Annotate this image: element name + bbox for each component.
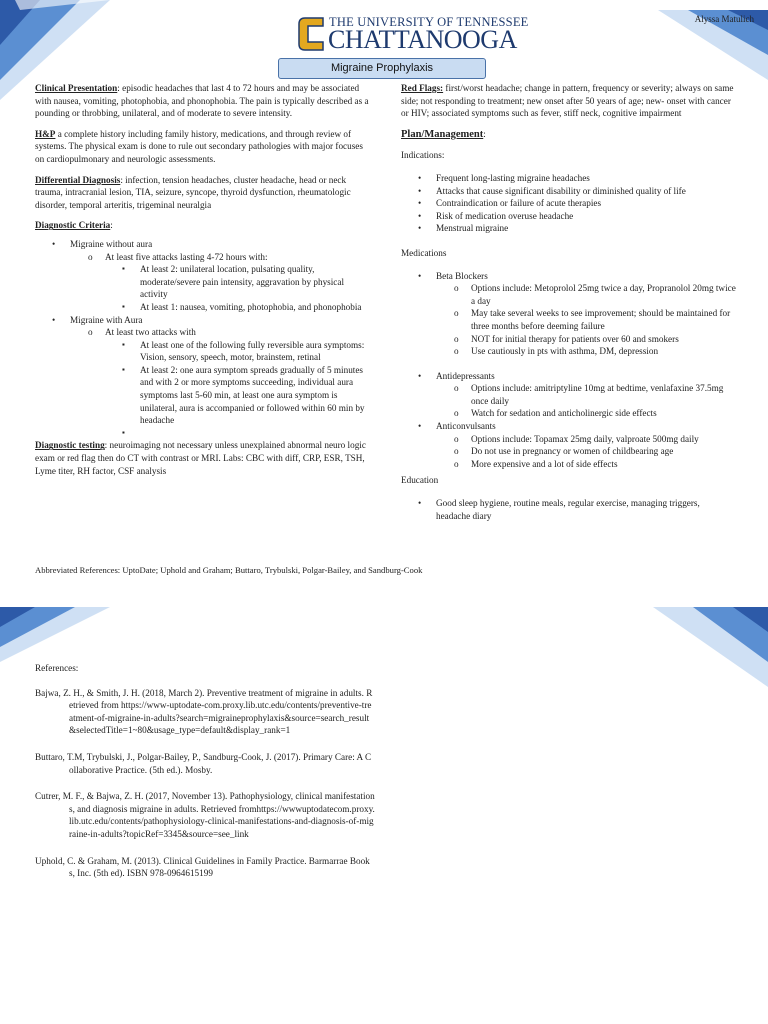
c-logo-icon <box>297 14 325 54</box>
criteria-colon: : <box>110 220 113 231</box>
ddx-text: : infection, tension headaches, cluster headache, head or neck trauma, intracranial lesion, TIA, seizure, syncope, thyroid dysfunction, rheumatologic disorder, temporal arteritis, trigeminal neuralgia <box>35 174 351 210</box>
clinical-presentation <box>35 82 370 120</box>
with-aura-label: Migraine with Aura <box>70 314 143 325</box>
list-item: o Do not use in pregnancy or women of childbearing age <box>401 445 736 458</box>
medications-label: Medications <box>401 247 447 258</box>
author-name: Alyssa Matulich <box>694 14 754 24</box>
hp-label: H&P <box>35 128 56 139</box>
diagnostic-testing <box>35 439 370 477</box>
clinical-presentation-text: : episodic headaches that last 4 to 72 hours and may be associated with nausea, vomiting, photophobia, and phonophobia. The pain is typically described as a pounding or throbbing, unilateral, and of moderate to severe intensity. <box>35 83 369 119</box>
antidepressants-label: Antidepressants <box>436 370 495 381</box>
differential-diagnosis <box>35 174 370 212</box>
references-section <box>35 662 375 894</box>
plan-heading <box>401 128 736 142</box>
clinical-presentation-label: Clinical Presentation <box>35 83 118 93</box>
university-logo <box>297 14 529 58</box>
indications-label: Indications: <box>401 150 445 161</box>
list-item: ▪ At least one of the following fully reversible aura symptoms: Vision, sensory, speech, motor, brainstem, retinal <box>35 339 370 364</box>
with-aura-sub: At least two attacks with <box>105 327 196 338</box>
red-flags <box>401 82 736 120</box>
medications-list <box>401 270 736 471</box>
list-item: ▪ At least 1: nausea, vomiting, photophobia, and phonophobia <box>35 301 370 314</box>
list-item: o Use cautiously in pts with asthma, DM, depression <box>401 345 736 358</box>
without-aura-label: Migraine without aura <box>70 238 153 249</box>
page-title: Migraine Prophylaxis <box>278 58 486 79</box>
without-aura-sub: At least five attacks lasting 4-72 hours with: <box>105 251 268 262</box>
list-item <box>401 420 736 470</box>
list-item <box>35 238 370 314</box>
list-item: ▪ At least 2: unilateral location, pulsating quality, moderate/severe pain intensity, aggravation by physical activity <box>35 263 370 301</box>
list-item <box>401 370 736 420</box>
list-item: o Options include: Metoprolol 25mg twice a day, Propranolol 20mg twice a day <box>401 282 736 307</box>
plan-label: Plan/Management <box>401 128 484 140</box>
logo-line-2: CHATTANOOGA <box>328 25 517 54</box>
reference-item: Bajwa, Z. H., & Smith, J. H. (2018, March 2). Preventive treatment of migraine in adults. Retrieved from https://www-uptodate-com.proxy.lib.utc.edu/contents/preventive-treatment-of-migraine-in-adults?search=migraineprophylaxis&source=search_result&selectedTitle=1~80&usage_type=default&display_rank=1 <box>35 687 373 736</box>
history-physical <box>35 128 370 166</box>
criteria-list <box>35 238 370 440</box>
reference-item: Cutrer, M. F., & Bajwa, Z. H. (2017, November 13). Pathophysiology, clinical manifestations, and diagnosis migraine in adults. Retrieved fromhttps://wwwuptodatecom.proxy.lib.utc.edu/contents/pathophysiology-clinical-manifestations-and-diagnosis-of-migraine-in-adults?topicRef=3345&source=see_link <box>35 791 375 839</box>
list-item: ▪ At least 2: one aura symptom spreads gradually of 5 minutes and with 2 or more symptoms succeeding, individual aura symptoms last 5-60 min, at least one aura symptom is unilateral, aura is accompanied or followed within 60 min by headache <box>35 364 370 427</box>
hp-text: a complete history including family history, medications, and through review of systems. The physical exam is done to rule out secondary pathologies with major focuses on cardiopulmonary and neurologic assessments. <box>35 128 363 164</box>
plan-colon: : <box>483 128 486 139</box>
list-item: o More expensive and a lot of side effects <box>401 458 736 471</box>
beta-blockers-label: Beta Blockers <box>436 270 488 281</box>
left-column <box>35 82 370 485</box>
mid-right-corner-decoration <box>653 607 768 687</box>
red-flags-label: Red Flags: <box>401 83 444 93</box>
list-item: • Good sleep hygiene, routine meals, regular exercise, managing triggers, headache diary <box>401 497 736 522</box>
testing-text: : neuroimaging not necessary unless unexplained abnormal neuro logic exam or red flag then do CT with contrast or MRI. Labs: CBC with diff, CRP, ESR, TSH, Lyme titer, RH factor, CSF analysis <box>35 440 366 476</box>
criteria-label: Diagnostic Criteria <box>35 220 111 231</box>
list-item: • Contraindication or failure of acute therapies <box>401 197 736 210</box>
list-item: o Options include: Topamax 25mg daily, valproate 500mg daily <box>401 433 736 446</box>
list-item: o Watch for sedation and anticholinergic side effects <box>401 407 736 420</box>
mid-left-corner-decoration <box>0 607 110 662</box>
red-flags-text: first/worst headache; change in pattern, frequency or severity; always on same side; not responding to treatment; new onset after 50 years of age; new- onset with cancer or HIV; associated symptoms such as fever, stiff neck, cognitive impairment <box>401 83 734 119</box>
list-item <box>35 314 370 440</box>
references-heading: References: <box>35 663 79 673</box>
testing-label: Diagnostic testing <box>35 440 105 451</box>
list-item <box>35 326 370 439</box>
list-item: o May take several weeks to see improvement; should be maintained for three months before deeming failure <box>401 307 736 332</box>
education-list <box>401 497 736 522</box>
indications-list <box>401 172 736 235</box>
abbreviated-references: Abbreviated References: UptoDate; Uphold and Graham; Buttaro, Trybulski, Polgar-Bailey, and Sandburg-Cook <box>35 565 423 575</box>
list-item: • Risk of medication overuse headache <box>401 210 736 223</box>
top-right-corner-decoration <box>658 0 768 80</box>
right-column <box>401 82 736 522</box>
list-item: • Menstrual migraine <box>401 222 736 235</box>
anticonvulsants-label: Anticonvulsants <box>436 421 496 432</box>
list-item <box>35 251 370 314</box>
list-item: • Attacks that cause significant disability or diminished quality of life <box>401 185 736 198</box>
list-item <box>401 270 736 358</box>
diagnostic-criteria-heading <box>35 219 370 232</box>
logo-line-1: THE UNIVERSITY OF TENNESSEE <box>329 15 529 29</box>
ddx-label: Differential Diagnosis <box>35 174 121 185</box>
list-item: o NOT for initial therapy for patients over 60 and smokers <box>401 333 736 346</box>
education-label: Education <box>401 475 439 486</box>
reference-item: Buttaro, T.M, Trybulski, J., Polgar-Bailey, P., Sandburg-Cook, J. (2017). Primary Care: A Collaborative Practice. (5th ed.). Mosby. <box>35 751 372 775</box>
list-item: o Options include: amitriptyline 10mg at bedtime, venlafaxine 37.5mg once daily <box>401 382 736 407</box>
list-item: • Frequent long-lasting migraine headaches <box>401 172 736 185</box>
list-item <box>35 427 370 440</box>
reference-item: Uphold, C. & Graham, M. (2013). Clinical Guidelines in Family Practice. Barmarrae Books, Inc. (5th ed). ISBN 978-0964615199 <box>35 855 370 879</box>
